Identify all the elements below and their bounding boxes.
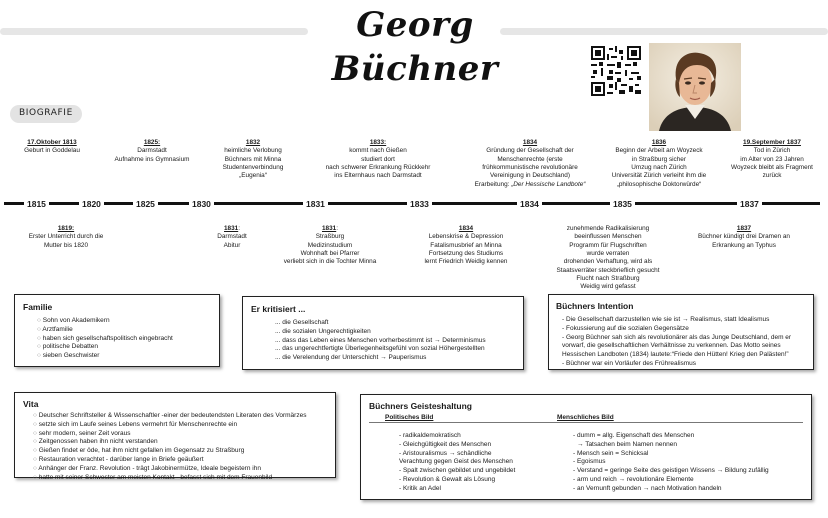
familie-heading: Familie: [23, 302, 53, 312]
list-item: ○ Sohn von Akademikern: [37, 317, 211, 326]
kritik-box: [242, 296, 524, 370]
menschlich-heading: Menschliches Bild: [557, 414, 614, 421]
event-1837-death: 19.September 1837 Tod in Zürich im Alter von 23 Jahren Woyzeck bleibt als Fragment zurück: [731, 139, 813, 180]
title-bar-left: [0, 28, 308, 35]
list-item: - Spalt zwischen gebildet und ungebildet: [399, 467, 516, 475]
list-item: - arm und reich → revolutionäre Elemente: [573, 476, 694, 484]
list-item: - Mensch sein = Schicksal: [573, 449, 649, 457]
vita-box: [14, 392, 336, 481]
list-item: ○ sieben Geschwister: [37, 352, 211, 361]
list-item: - Gleichgültigkeit des Menschen: [399, 440, 492, 448]
event-1813: 17.Oktober 1813 Geburt in Goddelau: [24, 139, 80, 155]
geisteshaltung-heading: Büchners Geisteshaltung: [369, 401, 472, 411]
list-item: - Verstand = geringe Seite des geistigen Wissens → Bildung zufällig: [573, 467, 769, 475]
list-item: - Revolution & Gewalt als Lösung: [399, 476, 496, 484]
event-1831-darmstadt: 1831: Darmstadt Abitur: [217, 225, 247, 249]
event-1819: 1819: Erster Unterricht durch die Mutter bis 1820: [28, 225, 104, 249]
list-item: ○ Restauration verachtet - darüber lange in Briefe geäußert: [33, 456, 327, 465]
list-item: ○ haben sich gesellschaftspolitisch eingebracht: [37, 335, 211, 344]
list-item: - Aristouralismus → schändliche: [399, 449, 492, 457]
qr-code-icon[interactable]: [591, 46, 641, 96]
year-1833: 1833: [407, 199, 432, 210]
year-1834: 1834: [517, 199, 542, 210]
geisteshaltung-box: [360, 394, 812, 500]
list-item: - Egoismus: [573, 458, 606, 466]
year-1820: 1820: [79, 199, 104, 210]
intention-box: [548, 294, 814, 370]
list-item: ○ hatte mit seiner Schwester am meisten Kontakt - befasst sich mit dem Frauenbild: [33, 474, 327, 483]
list-item: ○ Anhänger der Franz. Revolution - trägt Jakobinermütze, Ideale begeistern ihn: [33, 465, 327, 474]
list-item: - radikaldemokratisch: [399, 432, 461, 439]
list-item: Verachtung gegen Geist des Menschen: [399, 458, 513, 466]
list-item: ... das ungerechtfertigte Überlegenheitsgefühl von sozial Höhergestellten: [275, 345, 485, 353]
politisch-heading: Politisches Bild: [385, 414, 434, 421]
event-1837-dramen: 1837 Büchner kündigt drei Dramen an Erkrankung an Typhus: [697, 225, 790, 249]
event-1836: 1836 Beginn der Arbeit am Woyzeck in Straßburg sicher Umzug nach Zürich Universität Zürich verleiht ihm die „philosophische Doktorwürde“: [611, 139, 707, 188]
page-title: Georg Büchner: [331, 5, 499, 89]
event-1834: 1834 Gründung der Gesellschaft der Menschenrechte (erste frühkommunistische revolutionäre Vereinigung in Deutschland) Erarbeitung: „Der Hessische Landbote“: [474, 139, 586, 188]
year-1825: 1825: [133, 199, 158, 210]
list-item: - Kritik an Adel: [399, 484, 441, 492]
event-1834-krise: 1834 Lebenskrise & Depression Fatalismusbrief an Minna Fortsetzung des Studiums lernt Friedrich Weidig kennen: [424, 225, 508, 266]
list-item: ○ politische Debatten: [37, 343, 211, 352]
list-item: ... die Verelendung der Unterschicht → Pauperismus: [275, 354, 427, 362]
event-1831-strassburg: 1831: Straßburg Medizinstudium Wohnhaft bei Pfarrer verliebt sich in die Tochter Minna: [283, 225, 377, 266]
intention-heading: Büchners Intention: [556, 301, 634, 311]
list-item: ○ setzte sich im Laufe seines Lebens vermehrt für Menschenrechte ein: [33, 421, 327, 430]
vita-heading: Vita: [23, 399, 39, 409]
list-item: ... die sozialen Ungerechtigkeiten: [275, 327, 371, 335]
list-item: ○ Gießen findet er öde, hat ihm nicht gefallen im Gegensatz zu Straßburg: [33, 447, 327, 456]
list-item: - an Vernunft gebunden → nach Motivation handeln: [573, 484, 722, 492]
list-item: ○ Arztfamilie: [37, 326, 211, 335]
list-item: - Büchner war ein Vorläufer des Frührealismus: [562, 360, 806, 369]
list-item: ... dass das Leben eines Menschen vorherbestimmt ist → Determinismus: [275, 336, 486, 344]
title-bar-right: [500, 28, 828, 35]
list-item: ○ sehr modern, seiner Zeit voraus: [33, 430, 327, 439]
event-1833: 1833: kommt nach Gießen studiert dort nach schwerer Erkrankung Rückkehr ins Elternhaus nach Darmstadt: [325, 139, 431, 180]
event-1825: 1825: Darmstadt Aufnahme ins Gymnasium: [114, 139, 190, 163]
year-1815: 1815: [24, 199, 49, 210]
year-1830: 1830: [189, 199, 214, 210]
year-1831: 1831: [303, 199, 328, 210]
list-item: - Fokussierung auf die sozialen Gegensätze: [562, 325, 806, 334]
kritik-heading: Er kritisiert ...: [251, 304, 306, 314]
list-item: ○ Zeitgenossen haben ihn nicht verstanden: [33, 438, 327, 447]
list-item: ○ Deutscher Schriftsteller & Wissenschaftler -einer der bedeutendsten Literaten des Vormärzes: [33, 412, 327, 421]
event-1832: 1832 heimliche Verlobung Büchners mit Minna Studentenverbindung „Eugenia“: [222, 139, 284, 180]
portrait-image: [649, 43, 741, 131]
year-1837: 1837: [737, 199, 762, 210]
list-item: ... die Gesellschaft: [275, 318, 329, 326]
list-item: - Georg Büchner sah sich als revolutionärer als das Junge Deutschland, dem er vorwarf, die gesellschaftlichen Verhältnisse zu verkennen. Das Motto seines Hessischen Landboten (1834) lautete:“Friede den Hütten! Krieg den Palästen!”: [562, 334, 806, 360]
event-1835: zunehmende Radikalisierung beeinflussen Menschen Programm für Flugschriften wurde verraten drohenden Verhaftung, wird als Staatsverräter steckbrieflich gesucht Flucht nach Straßburg Weidig wird gefasst: [556, 225, 660, 291]
list-item: - Die Gesellschaft darzustellen wie sie ist → Realismus, statt Idealismus: [562, 316, 806, 325]
list-item: → Tatsachen beim Namen nennen: [577, 440, 677, 448]
year-1835: 1835: [610, 199, 635, 210]
familie-box: [14, 294, 220, 367]
biografie-label: BIOGRAFIE: [10, 105, 82, 123]
list-item: - dumm = allg. Eigenschaft des Menschen: [573, 432, 695, 439]
